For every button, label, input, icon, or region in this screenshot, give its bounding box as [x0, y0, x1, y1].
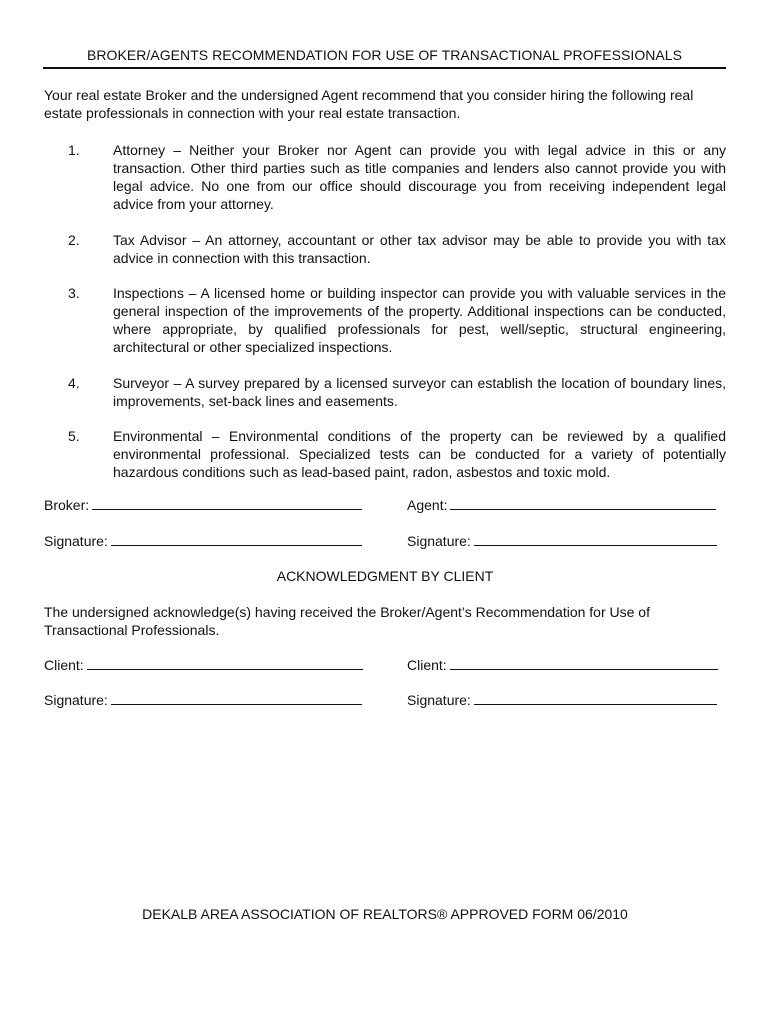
signature-label: Signature: [407, 533, 471, 549]
item-text: Tax Advisor – An attorney, accountant or other tax advisor may be able to provide you with tax advice in connection with this transaction. [113, 232, 726, 266]
agent-field[interactable] [407, 497, 716, 513]
agent-signature-field[interactable] [407, 533, 717, 549]
agent-label: Agent: [407, 497, 448, 513]
form-title: BROKER/AGENTS RECOMMENDATION FOR USE OF TRANSACTIONAL PROFESSIONALS [43, 47, 726, 69]
client-signature-field-2[interactable] [407, 692, 717, 708]
client-signature-line-2[interactable] [474, 692, 717, 705]
form-footer: DEKALB AREA ASSOCIATION OF REALTORS® APPROVED FORM 06/2010 [142, 906, 628, 922]
client-label: Client: [44, 657, 84, 673]
client-line-1[interactable] [87, 657, 363, 670]
client-label: Client: [407, 657, 447, 673]
broker-signature-line[interactable] [111, 533, 362, 546]
signature-label: Signature: [44, 533, 108, 549]
list-item [44, 141, 726, 213]
item-number: 5. [68, 428, 80, 444]
broker-field[interactable] [44, 497, 362, 513]
client-line-2[interactable] [450, 657, 718, 670]
signature-label: Signature: [44, 692, 108, 708]
item-text: Attorney – Neither your Broker nor Agent can provide you with legal advice in this or any transaction. Other third parties such as title companies and lenders also cannot provide you with legal advice. No one from our office should discourage you from receiving independent legal advice from your attorney. [113, 142, 726, 212]
signature-label: Signature: [407, 692, 471, 708]
intro-paragraph: Your real estate Broker and the undersigned Agent recommend that you consider hiring the following real estate professionals in connection with your real estate transaction. [44, 87, 694, 121]
item-text: Inspections – A licensed home or building inspector can provide you with valuable services in the general inspection of the improvements of the property. Additional inspections can be conducted, where appropriate, by qualified professionals for pest, well/septic, structural engineering, architectural or other specialized inspections. [113, 285, 726, 355]
item-text: Surveyor – A survey prepared by a licensed surveyor can establish the location of boundary lines, improvements, set-back lines and easements. [113, 375, 726, 409]
client-signature-row [44, 692, 726, 712]
item-number: 3. [68, 285, 80, 301]
item-number: 2. [68, 232, 80, 248]
item-text: Environmental – Environmental conditions of the property can be reviewed by a qualified environmental professional. Specialized tests can be conducted for a variety of potentially hazardous conditions such as lead-based paint, radon, asbestos and toxic mold. [113, 428, 726, 480]
broker-signature-field[interactable] [44, 533, 362, 549]
broker-agent-row [44, 497, 726, 517]
list-item [44, 427, 726, 481]
acknowledgment-text: The undersigned acknowledge(s) having received the Broker/Agent’s Recommendation for Use of Transactional Professionals. [44, 604, 650, 638]
agent-line[interactable] [450, 497, 716, 510]
client-signature-field-1[interactable] [44, 692, 362, 708]
broker-agent-signature-row [44, 533, 726, 553]
client-field-1[interactable] [44, 657, 363, 673]
client-signature-line-1[interactable] [111, 692, 362, 705]
list-item [44, 374, 726, 410]
item-number: 1. [68, 142, 80, 158]
broker-line[interactable] [92, 497, 362, 510]
item-number: 4. [68, 375, 80, 391]
client-field-2[interactable] [407, 657, 718, 673]
list-item [44, 231, 726, 267]
list-item [44, 284, 726, 356]
professionals-list [44, 141, 726, 481]
agent-signature-line[interactable] [474, 533, 717, 546]
broker-label: Broker: [44, 497, 90, 513]
acknowledgment-heading: ACKNOWLEDGMENT BY CLIENT [276, 568, 494, 584]
client-row [44, 657, 726, 677]
